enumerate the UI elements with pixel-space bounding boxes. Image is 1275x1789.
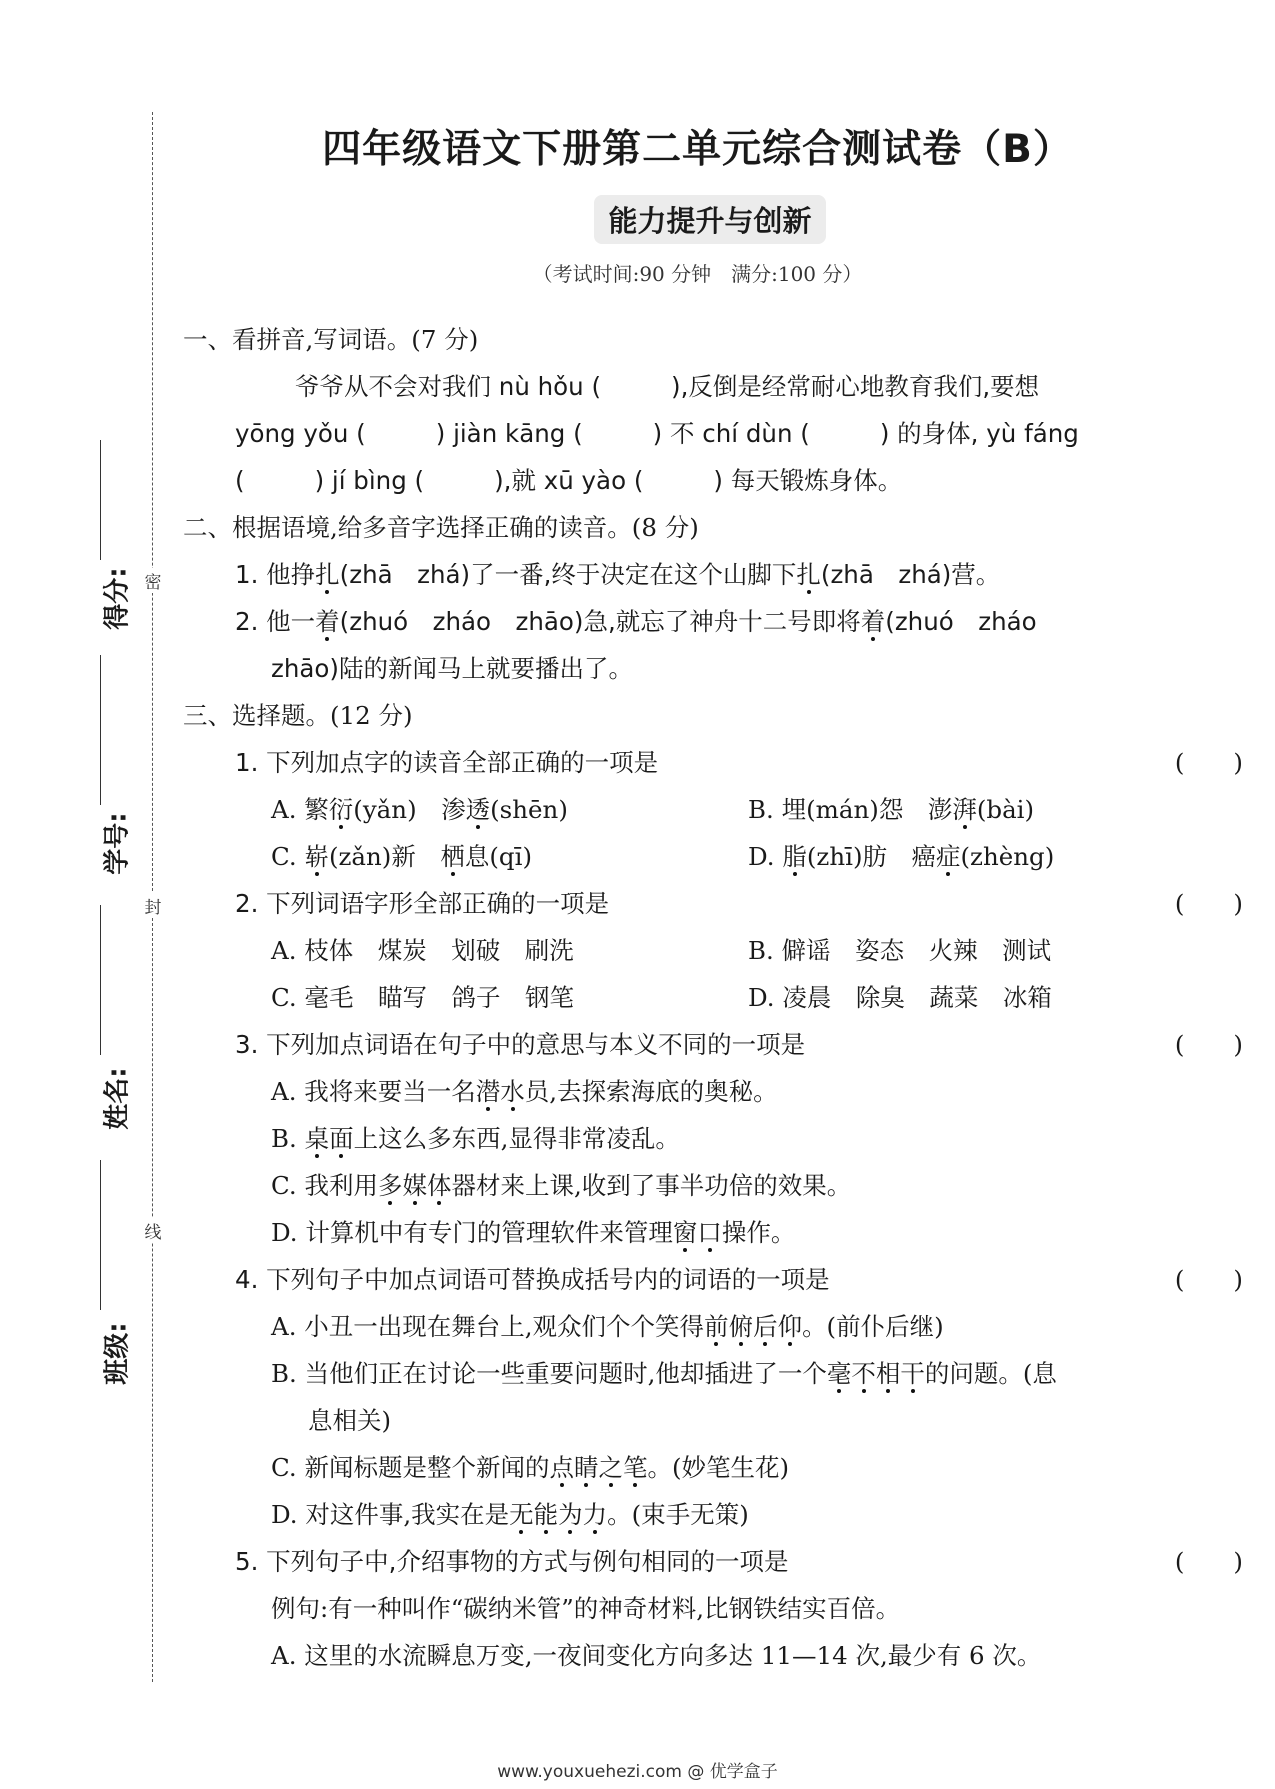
opt-text: A. 小丑一出现在舞台上,观众们个个笑得	[271, 1312, 705, 1341]
dotted-char: 相	[876, 1350, 901, 1397]
dotted-char: 衍	[329, 786, 354, 833]
dotted-word	[827, 1359, 925, 1388]
dotted-word	[704, 1312, 802, 1341]
section-1-line-3	[183, 457, 1243, 504]
opt-text: 上这么多东西,显得非常凌乱。	[353, 1124, 680, 1153]
section-2-question-2-cont: zhāo)陆的新闻马上就要播出了。	[271, 654, 633, 683]
opt-text: B. 埋	[748, 795, 807, 824]
question-4-option-b-cont: 息相关)	[308, 1406, 392, 1435]
dotted-char: 不	[851, 1350, 876, 1397]
opt-text: B. 僻谣 姿态 火辣 测试	[748, 936, 1052, 965]
q-stem: 3. 下列加点词语在句子中的意思与本义不同的一项是	[235, 1030, 806, 1059]
dotted-word	[549, 1453, 647, 1482]
question-1-options-cd	[183, 833, 1243, 880]
dotted-char: 症	[936, 833, 961, 880]
dotted-char: 笔	[623, 1444, 648, 1491]
exam-subtitle: 能力提升与创新	[594, 195, 825, 244]
opt-text: (yǎn) 渗	[353, 795, 466, 824]
opt-text: 。(前仆后继)	[802, 1312, 944, 1341]
question-3-option-b	[183, 1115, 1243, 1162]
dotted-char: 干	[900, 1350, 925, 1397]
opt-text: C. 新闻标题是整个新闻的	[271, 1453, 550, 1482]
opt-text: C.	[271, 842, 305, 871]
question-1-options-ab	[183, 786, 1243, 833]
s2-text: 2. 他一	[235, 607, 316, 636]
opt-text: (zhī)肪 癌	[806, 842, 936, 871]
q-stem: 1. 下列加点字的读音全部正确的一项是	[235, 748, 659, 777]
answer-paren[interactable]: ( )	[1174, 1265, 1243, 1294]
dotted-char: 之	[598, 1444, 623, 1491]
question-1-stem	[183, 739, 1243, 786]
name-field-label: 姓名:	[102, 1067, 133, 1130]
dotted-char: 点	[549, 1444, 574, 1491]
section-2-question-1	[183, 551, 1243, 598]
dotted-char: 扎	[315, 551, 340, 598]
opt-text: A. 枝体 煤炭 划破 刷洗	[271, 936, 574, 965]
s2-text: (zhā zhá)了一番,终于决定在这个山脚下	[339, 560, 797, 589]
section-1-line-1	[183, 363, 1243, 410]
dotted-char: 多	[378, 1162, 403, 1209]
q-stem: 4. 下列句子中加点词语可替换成括号内的词语的一项是	[235, 1265, 830, 1294]
dotted-char: 媒	[402, 1162, 427, 1209]
question-4-option-a	[183, 1303, 1243, 1350]
score-field-line	[100, 440, 101, 560]
dotted-word	[378, 1171, 452, 1200]
dotted-char: 脂	[782, 833, 807, 880]
page-footer: www.youxuehezi.com @ 优学盒子	[497, 1762, 778, 1782]
opt-text: 操作。	[721, 1218, 796, 1247]
dotted-char: 扎	[796, 551, 821, 598]
opt-text: (mán)怨 澎	[806, 795, 953, 824]
dotted-char: 前	[704, 1303, 729, 1350]
question-5-stem	[183, 1538, 1243, 1585]
answer-paren[interactable]: ( )	[1174, 1547, 1243, 1576]
dotted-char: 无	[509, 1491, 534, 1538]
dotted-char: 透	[466, 786, 491, 833]
answer-paren[interactable]: ( )	[1174, 889, 1243, 918]
exam-meta: （考试时间:90 分钟 满分:100 分）	[532, 262, 863, 286]
opt-text: 器材来上课,收到了事半功倍的效果。	[451, 1171, 852, 1200]
dotted-char: 后	[753, 1303, 778, 1350]
opt-text: 员,去探索海底的奥秘。	[524, 1077, 778, 1106]
section-1-line-2	[183, 410, 1243, 457]
question-4-option-d	[183, 1491, 1243, 1538]
opt-text: (shēn)	[490, 795, 568, 824]
section-2-question-2	[183, 598, 1243, 645]
section-1-title: 一、看拼音,写词语。(7 分)	[183, 325, 479, 354]
dotted-char: 力	[583, 1491, 608, 1538]
dotted-word	[476, 1077, 525, 1106]
dotted-char: 潜	[476, 1068, 501, 1115]
question-5-option-a: A. 这里的水流瞬息万变,一夜间变化方向多达 11—14 次,最少有 6 次。	[271, 1641, 1042, 1670]
dotted-char: 崭	[304, 833, 329, 880]
opt-text: 息(qī)	[464, 842, 533, 871]
s1-text: 爷爷从不会对我们 nù hǒu (	[295, 372, 602, 401]
seal-char-mi: 密	[144, 568, 162, 593]
dotted-char: 着	[315, 598, 340, 645]
opt-text: 的问题。(息	[924, 1359, 1057, 1388]
s2-text: (zhuó zháo	[885, 607, 1037, 636]
s1-text: ) jí bìng (	[314, 466, 425, 495]
section-3-title: 三、选择题。(12 分)	[183, 701, 413, 730]
seal-char-feng: 封	[144, 893, 162, 918]
student-id-field-line	[100, 655, 101, 805]
class-field-label: 班级:	[102, 1322, 133, 1385]
question-3-option-a	[183, 1068, 1243, 1115]
s1-text: (	[235, 466, 245, 495]
section-2-title: 二、根据语境,给多音字选择正确的读音。(8 分)	[183, 513, 699, 542]
question-5-example: 例句:有一种叫作“碳纳米管”的神奇材料,比钢铁结实百倍。	[271, 1594, 901, 1623]
dotted-char: 为	[558, 1491, 583, 1538]
class-field-line	[100, 1160, 101, 1310]
dotted-char: 着	[861, 598, 886, 645]
question-3-stem	[183, 1021, 1243, 1068]
opt-text: A. 我将来要当一名	[271, 1077, 476, 1106]
dotted-word	[509, 1500, 607, 1529]
dotted-char: 体	[427, 1162, 452, 1209]
answer-paren[interactable]: ( )	[1174, 1030, 1243, 1059]
dotted-word	[305, 1124, 354, 1153]
answer-paren[interactable]: ( )	[1174, 748, 1243, 777]
question-2-options-cd	[183, 974, 1243, 1021]
question-2-options-ab	[183, 927, 1243, 974]
opt-text: (zǎn)新	[328, 842, 441, 871]
opt-text: D.	[748, 842, 783, 871]
dotted-word	[673, 1218, 722, 1247]
question-4-option-b	[183, 1350, 1243, 1397]
dotted-char: 睛	[574, 1444, 599, 1491]
s1-text: ),反倒是经常耐心地教育我们,要想	[671, 372, 1040, 401]
dotted-char: 仰	[778, 1303, 803, 1350]
question-3-option-c	[183, 1162, 1243, 1209]
opt-text: 。(妙笔生花)	[647, 1453, 790, 1482]
opt-text: C. 我利用	[271, 1171, 378, 1200]
score-field-label: 得分:	[102, 567, 133, 630]
dotted-char: 湃	[952, 786, 977, 833]
dotted-char: 俯	[729, 1303, 754, 1350]
s2-text: (zhā zhá)营。	[820, 560, 1001, 589]
opt-text: (zhèng)	[960, 842, 1055, 871]
opt-text: (bài)	[976, 795, 1035, 824]
s1-text: yōng yǒu (	[235, 419, 366, 448]
s1-text: ) 每天锻炼身体。	[713, 466, 903, 495]
seal-char-xian: 线	[144, 1218, 162, 1243]
dotted-char: 窗	[673, 1209, 698, 1256]
dotted-char: 毫	[827, 1350, 852, 1397]
question-4-stem	[183, 1256, 1243, 1303]
dotted-char: 桌	[305, 1115, 330, 1162]
student-id-field-label: 学号:	[102, 812, 133, 875]
s1-text: ) 的身体, yù fáng	[879, 419, 1079, 448]
exam-content	[183, 316, 1243, 1679]
question-4-option-c	[183, 1444, 1243, 1491]
opt-text: B.	[271, 1124, 305, 1153]
question-2-stem	[183, 880, 1243, 927]
opt-text: D. 对这件事,我实在是	[271, 1500, 510, 1529]
s2-text: 1. 他挣	[235, 560, 316, 589]
dotted-char: 口	[697, 1209, 722, 1256]
opt-text: D. 计算机中有专门的管理软件来管理	[271, 1218, 673, 1247]
dotted-char: 栖	[440, 833, 465, 880]
dotted-char: 能	[534, 1491, 559, 1538]
s2-text: (zhuó zháo zhāo)急,就忘了神舟十二号即将	[339, 607, 861, 636]
q-stem: 2. 下列词语字形全部正确的一项是	[235, 889, 610, 918]
name-field-line	[100, 905, 101, 1055]
opt-text: A. 繁	[271, 795, 329, 824]
s1-text: ),就 xū yào (	[494, 466, 644, 495]
s1-text: ) jiàn kāng (	[435, 419, 583, 448]
opt-text: D. 凌晨 除臭 蔬菜 冰箱	[748, 983, 1052, 1012]
opt-text: 。(束手无策)	[607, 1500, 749, 1529]
opt-text: C. 毫毛 瞄写 鸽子 钢笔	[271, 983, 574, 1012]
question-3-option-d	[183, 1209, 1243, 1256]
dotted-char: 面	[329, 1115, 354, 1162]
q-stem: 5. 下列句子中,介绍事物的方式与例句相同的一项是	[235, 1547, 789, 1576]
opt-text: B. 当他们正在讨论一些重要问题时,他却插进了一个	[271, 1359, 827, 1388]
exam-title: 四年级语文下册第二单元综合测试卷（B）	[322, 127, 1073, 172]
s1-text: ) 不 chí dùn (	[652, 419, 810, 448]
dotted-char: 水	[500, 1068, 525, 1115]
